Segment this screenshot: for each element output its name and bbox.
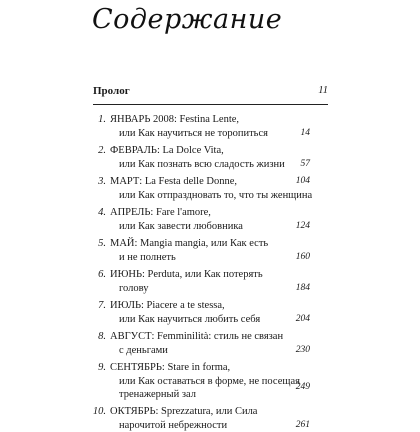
entry-line: ИЮНЬ: Perduta, или Как потерять: [110, 268, 310, 282]
entry-page-number: 160: [296, 251, 310, 265]
entry-line: СЕНТЯБРЬ: Stare in forma,: [110, 361, 310, 375]
entry-number: 10.: [93, 405, 106, 419]
entry-line: ФЕВРАЛЬ: La Dolce Vita,: [110, 144, 310, 158]
toc-entry[interactable]: [110, 268, 310, 295]
entry-line: АПРЕЛЬ: Fare l'amore,: [110, 206, 310, 220]
toc-entry[interactable]: [110, 330, 310, 357]
entry-page-number: 104: [296, 175, 310, 189]
entry-number: 5.: [98, 237, 106, 251]
entry-line: МАРТ: La Festa delle Donne,: [110, 175, 310, 189]
entry-line: АВГУСТ: Femminilità: стиль не связан: [110, 330, 310, 344]
entry-line: ЯНВАРЬ 2008: Festina Lente,: [110, 113, 310, 127]
prolog-label: Пролог: [93, 85, 130, 97]
page-title: Содержание: [92, 4, 282, 35]
entry-page-number: 184: [296, 282, 310, 296]
entry-line: или Как познать всю сладость жизни: [110, 158, 310, 172]
entry-line: или Как завести любовника: [110, 220, 310, 234]
toc-entry[interactable]: [110, 144, 310, 171]
toc-entry[interactable]: [110, 299, 310, 326]
entry-line: и не полнеть: [110, 251, 310, 265]
entry-page-number: 230: [296, 344, 310, 358]
toc-entry[interactable]: [110, 206, 310, 233]
entry-page-number: 14: [301, 127, 311, 141]
entry-number: 9.: [98, 361, 106, 375]
entry-line: или Как отпраздновать то, что ты женщина: [110, 189, 310, 203]
toc-entry[interactable]: [110, 405, 310, 432]
entry-page-number: 124: [296, 220, 310, 234]
toc-entry[interactable]: [110, 361, 310, 402]
toc-entry[interactable]: [110, 237, 310, 264]
divider-rule: [93, 104, 328, 105]
entry-line: тренажерный зал: [110, 388, 310, 402]
entry-line: голову: [110, 282, 310, 296]
toc-entry[interactable]: [110, 175, 310, 202]
entry-line: нарочитой небрежности: [110, 419, 310, 432]
entry-number: 6.: [98, 268, 106, 282]
entry-number: 4.: [98, 206, 106, 220]
prolog-page: 11: [318, 85, 328, 96]
entry-number: 1.: [98, 113, 106, 127]
entry-line: или Как оставаться в форме, не посещая: [110, 375, 310, 389]
entry-page-number: 57: [301, 158, 311, 172]
entry-page-number: 204: [296, 313, 310, 327]
entry-number: 2.: [98, 144, 106, 158]
entry-line: ИЮЛЬ: Piacere a te stessa,: [110, 299, 310, 313]
entry-line: или Как научиться не торопиться: [110, 127, 310, 141]
entry-number: 3.: [98, 175, 106, 189]
entry-line: МАЙ: Mangia mangia, или Как есть: [110, 237, 310, 251]
entry-number: 7.: [98, 299, 106, 313]
entry-line: или Как научиться любить себя: [110, 313, 310, 327]
entry-page-number: 249: [296, 381, 310, 395]
entry-page-number: 261: [296, 419, 310, 432]
entry-number: 8.: [98, 330, 106, 344]
entry-line: ОКТЯБРЬ: Sprezzatura, или Сила: [110, 405, 310, 419]
entry-line: с деньгами: [110, 344, 310, 358]
toc-entry[interactable]: [110, 113, 310, 140]
